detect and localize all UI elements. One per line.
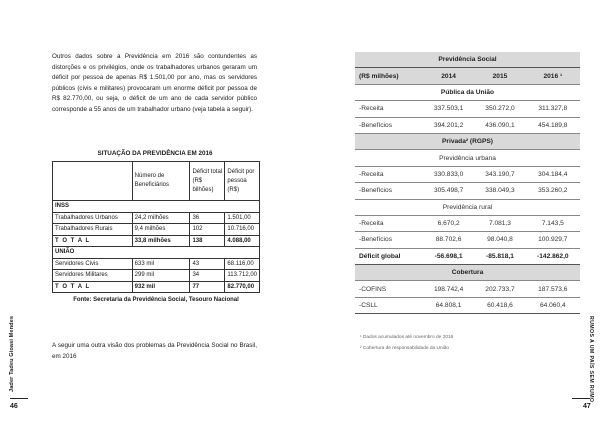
table-title: Previdência Social xyxy=(355,52,580,68)
intro-paragraph: Outros dados sobre a Previdência em 2016 são contundentes as distorções e os privilégios, onde os trabalhadores urbanos geraram um déficit por pessoa de apenas R$ 1.501,00 por ano, mas os servidores públicos (civis e militares) provocaram um enorme déficit por pessoa de R$ 82.770,00, ou seja, o déficit de um ano de cada servidor público corresponde a 55 anos de um trabalhador urbano (veja tabela a seguir). xyxy=(52,53,257,113)
row-label: -Benefícios xyxy=(355,183,423,199)
subsection-row xyxy=(355,150,580,166)
header-cell: (R$ milhões) xyxy=(355,68,423,84)
cell: 394.201,2 xyxy=(423,117,474,133)
section-cobertura: Cobertura xyxy=(355,265,580,281)
cell: 436.090,1 xyxy=(474,117,525,133)
cell: 202.733,7 xyxy=(474,281,525,297)
table-row xyxy=(355,101,580,117)
cell: 33,8 milhões xyxy=(132,235,190,247)
row-label: -Receita xyxy=(355,215,423,231)
cell: 7.143,5 xyxy=(526,215,580,231)
section-publica: Pública da União xyxy=(355,84,580,100)
subsection-rural: Previdência rural xyxy=(355,199,580,215)
cell: 304.184,4 xyxy=(526,166,580,182)
row-label: T O T A L xyxy=(53,235,133,247)
row-label: -Benefícios xyxy=(355,117,423,133)
cell: 330.833,0 xyxy=(423,166,474,182)
table-row xyxy=(53,258,260,270)
author-running-head xyxy=(9,315,17,392)
row-label: Déficit global xyxy=(355,248,423,264)
cell: 64.060,4 xyxy=(526,297,580,313)
footnote-1: ¹ Dados acumulados até novembro de 2016 xyxy=(360,335,454,340)
table-header-row xyxy=(355,68,580,84)
table-source: Fonte: Secretaria da Previdência Social, Tesouro Nacional xyxy=(73,297,239,303)
header-cell: 2015 xyxy=(474,68,525,84)
previdencia-social-table xyxy=(355,52,580,330)
table-row xyxy=(355,297,580,313)
cell: 353.260,2 xyxy=(526,183,580,199)
cell: -56.698,1 xyxy=(423,248,474,264)
cell: 138 xyxy=(190,235,225,247)
previdencia-situation-table xyxy=(52,161,260,293)
cell: 4.088,00 xyxy=(225,235,260,247)
header-cell: 2014 xyxy=(423,68,474,84)
section-label-inss: INSS xyxy=(53,201,260,213)
section-row xyxy=(355,133,580,149)
page-number-rule xyxy=(572,398,590,399)
cell: 198.742,4 xyxy=(423,281,474,297)
cell: 98.040,8 xyxy=(474,232,525,248)
table-row xyxy=(355,183,580,199)
header-cell: Número de Beneficiários xyxy=(132,162,190,201)
cell: 1.501,00 xyxy=(225,212,260,224)
cell: 43 xyxy=(190,258,225,270)
table-row xyxy=(53,224,260,236)
row-label: -Receita xyxy=(355,101,423,117)
closing-paragraph: A seguir uma outra visão dos problemas da Previdência Social no Brasil, em 2016 xyxy=(52,342,257,360)
cell: 299 mil xyxy=(132,270,190,282)
cell: 24,2 milhões xyxy=(132,212,190,224)
deficit-row xyxy=(355,248,580,264)
cell: 932 mil xyxy=(132,281,190,293)
cell: 305.498,7 xyxy=(423,183,474,199)
cell: 34 xyxy=(190,270,225,282)
section-row xyxy=(355,265,580,281)
cell: -85.818,1 xyxy=(474,248,525,264)
row-label: Trabalhadores Rurais xyxy=(53,224,133,236)
table-row xyxy=(355,166,580,182)
cell: 187.573,6 xyxy=(526,281,580,297)
header-cell xyxy=(53,162,133,201)
cell: 102 xyxy=(190,224,225,236)
section-privada: Privada² (RGPS) xyxy=(355,133,580,149)
table-title: SITUAÇÃO DA PREVIDÊNCIA EM 2016 xyxy=(97,150,213,157)
table-row xyxy=(355,281,580,297)
header-cell: Déficit por pessoa (R$) xyxy=(225,162,260,201)
table-title-row xyxy=(355,52,580,68)
book-title: RUMOS A UM PAÍS SEM RUMO xyxy=(588,316,594,403)
cell: -142.862,0 xyxy=(526,248,580,264)
cell: 88.702,6 xyxy=(423,232,474,248)
table-row xyxy=(355,215,580,231)
page-number-rule xyxy=(10,398,28,399)
cell: 113.712,00 xyxy=(225,270,260,282)
row-label: -CSLL xyxy=(355,297,423,313)
subsection-row xyxy=(355,199,580,215)
table-row xyxy=(53,212,260,224)
total-row xyxy=(53,235,260,247)
cell: 338.049,3 xyxy=(474,183,525,199)
cell: 77 xyxy=(190,281,225,293)
page-number: 47 xyxy=(583,403,591,410)
cell: 100.929,7 xyxy=(526,232,580,248)
row-label: -COFINS xyxy=(355,281,423,297)
cell: 633 mil xyxy=(132,258,190,270)
row-label: Trabalhadores Urbanos xyxy=(53,212,133,224)
cell: 36 xyxy=(190,212,225,224)
table-row xyxy=(355,232,580,248)
header-cell: Déficit total (R$ bilhões) xyxy=(190,162,225,201)
table-row xyxy=(53,270,260,282)
cell: 350.272,0 xyxy=(474,101,525,117)
cell: 6.670,2 xyxy=(423,215,474,231)
cell: 60.418,6 xyxy=(474,297,525,313)
cell: 7.081,3 xyxy=(474,215,525,231)
table-header-row xyxy=(53,162,260,201)
cell: 343.190,7 xyxy=(474,166,525,182)
section-label-uniao: UNIÃO xyxy=(53,247,260,259)
row-label: -Benefícios xyxy=(355,232,423,248)
cell: 64.808,1 xyxy=(423,297,474,313)
cell: 337.503,1 xyxy=(423,101,474,117)
cell: 9,4 milhões xyxy=(132,224,190,236)
footnote-2: ² Cobertura de responsabilidade da União xyxy=(360,346,450,351)
row-label: T O T A L xyxy=(53,281,133,293)
subsection-urbana: Previdência urbana xyxy=(355,150,580,166)
section-row xyxy=(355,84,580,100)
section-row xyxy=(53,247,260,259)
row-label: Servidores Militares xyxy=(53,270,133,282)
page-number: 46 xyxy=(10,403,18,410)
total-row xyxy=(53,281,260,293)
cell: 10.716,00 xyxy=(225,224,260,236)
section-row xyxy=(53,201,260,213)
cell: 82.770,00 xyxy=(225,281,260,293)
cell: 68.116,00 xyxy=(225,258,260,270)
header-cell: 2016 ¹ xyxy=(526,68,580,84)
author-name: Jader Tadeu Gioasi Mendes xyxy=(9,315,15,392)
book-running-head xyxy=(586,316,594,403)
cell: 311.327,8 xyxy=(526,101,580,117)
cell: 454.189,8 xyxy=(526,117,580,133)
table-row xyxy=(355,117,580,133)
row-label: Servidores Civis xyxy=(53,258,133,270)
row-label: -Receita xyxy=(355,166,423,182)
